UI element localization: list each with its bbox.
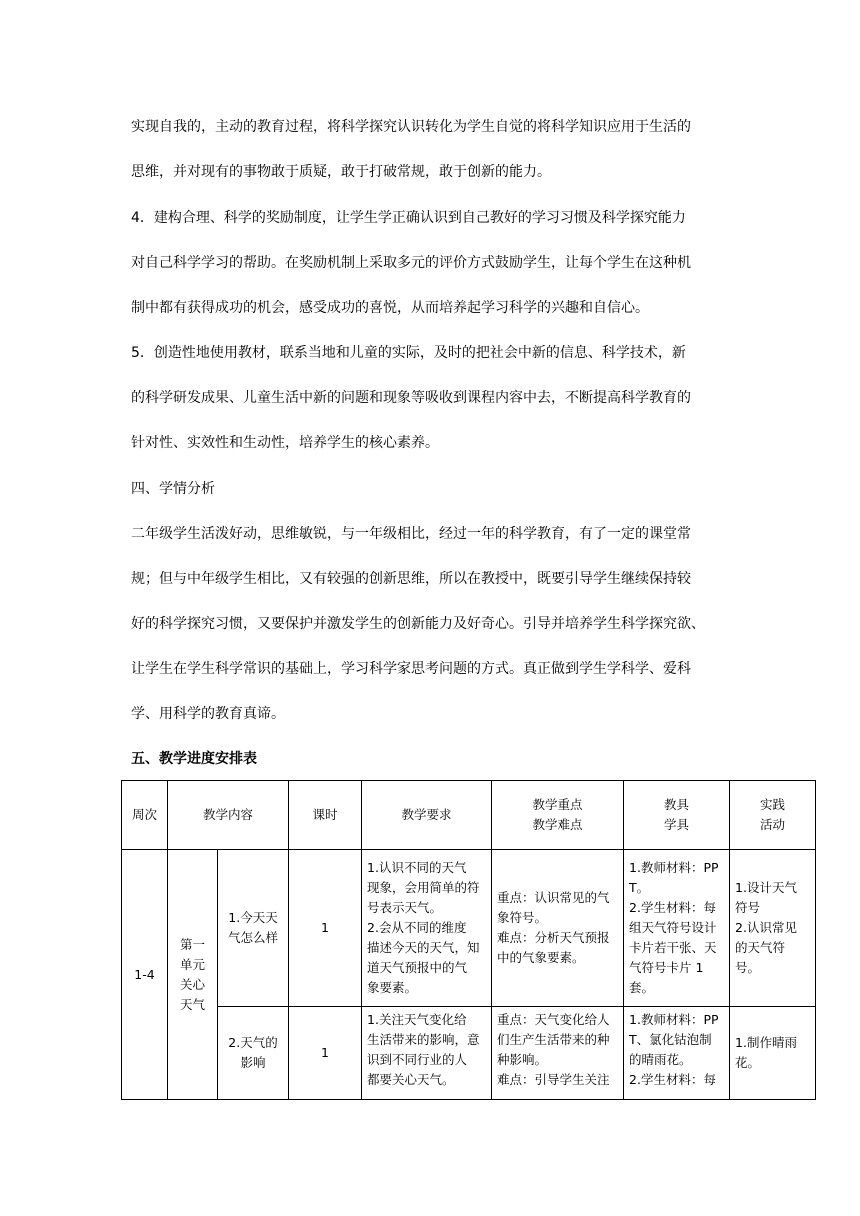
paragraph-line: 学、用科学的教育真谛。 — [131, 706, 285, 722]
cell-practice: 1.设计天气 符号 2.认识常见 的天气符 号。 — [730, 850, 816, 1007]
cell-week: 1-4 — [122, 850, 168, 1100]
paragraph-line: 规；但与中年级学生相比，又有较强的创新思维，所以在教授中，既要引导学生继续保持较 — [131, 571, 691, 587]
cell-tools: 1.教师材料：PP T、氯化钴泡制 的晴雨花。 2.学生材料：每 — [624, 1007, 730, 1100]
cell-tools: 1.教师材料：PP T。 2.学生材料：每 组天气符号设计 卡片若干张、天 气符号卡片 1 套。 — [624, 850, 730, 1007]
header-requirements: 教学要求 — [362, 781, 492, 850]
paragraph-line: 5．创造性地使用教材，联系当地和儿童的实际，及时的把社会中新的信息、科学技术，新 — [131, 345, 686, 361]
paragraph-line: 的科学研发成果、儿童生活中新的问题和现象等吸收到课程内容中去，不断提高科学教育的 — [131, 390, 691, 406]
paragraph-line: 对自己科学学习的帮助。在奖励机制上采取多元的评价方式鼓励学生，让每个学生在这种机 — [131, 255, 691, 271]
paragraph-line: 让学生在学生科学常识的基础上，学习科学家思考问题的方式。真正做到学生学科学、爱科 — [131, 661, 691, 677]
paragraph-line: 4．建构合理、科学的奖励制度，让学生学正确认识到自己教好的学习习惯及科学探究能力 — [131, 210, 686, 226]
header-focus: 教学重点 教学难点 — [492, 781, 624, 850]
header-tools: 教具 学具 — [624, 781, 730, 850]
table-title: 五、教学进度安排表 — [131, 751, 257, 767]
cell-focus: 重点：天气变化给人 们生产生活带来的种 种影响。 难点：引导学生关注 — [492, 1007, 624, 1100]
cell-requirements: 1.认识不同的天气 现象，会用简单的符 号表示天气。 2.会从不同的维度 描述今天的天气，知 道天气预报中的气 象要素。 — [362, 850, 492, 1007]
cell-lesson-hours: 1 — [289, 1007, 362, 1100]
paragraph-line: 制中都有获得成功的机会，感受成功的喜悦，从而培养起学习科学的兴趣和自信心。 — [131, 300, 649, 316]
paragraph-line: 好的科学探究习惯，又要保护并激发学生的创新能力及好奇心。引导并培养学生科学探究欲、 — [131, 616, 705, 632]
cell-lesson-title: 2.天气的 影响 — [218, 1007, 289, 1100]
cell-lesson-title: 1.今天天 气怎么样 — [218, 850, 289, 1007]
table-row — [122, 850, 816, 1007]
schedule-table — [121, 780, 816, 1100]
table-header-row — [122, 781, 816, 850]
section-heading: 四、学情分析 — [131, 481, 215, 497]
table-row — [122, 1007, 816, 1100]
header-week: 周次 — [122, 781, 168, 850]
header-practice: 实践 活动 — [730, 781, 816, 850]
paragraph-line: 实现自我的，主动的教育过程，将科学探究认识转化为学生自觉的将科学知识应用于生活的 — [131, 119, 691, 135]
cell-practice: 1.制作晴雨 花。 — [730, 1007, 816, 1100]
cell-unit: 第一 单元 关心 天气 — [168, 850, 218, 1100]
paragraph-line: 二年级学生活泼好动，思维敏锐，与一年级相比，经过一年的科学教育，有了一定的课堂常 — [131, 526, 691, 542]
header-content: 教学内容 — [168, 781, 289, 850]
cell-focus: 重点：认识常见的气 象符号。 难点：分析天气预报 中的气象要素。 — [492, 850, 624, 1007]
cell-requirements: 1.关注天气变化给 生活带来的影响，意 识到不同行业的人 都要关心天气。 — [362, 1007, 492, 1100]
header-hours: 课时 — [289, 781, 362, 850]
paragraph-line: 针对性、实效性和生动性，培养学生的核心素养。 — [131, 435, 439, 451]
paragraph-line: 思维，并对现有的事物敢于质疑，敢于打破常规，敢于创新的能力。 — [131, 164, 551, 180]
cell-lesson-hours: 1 — [289, 850, 362, 1007]
